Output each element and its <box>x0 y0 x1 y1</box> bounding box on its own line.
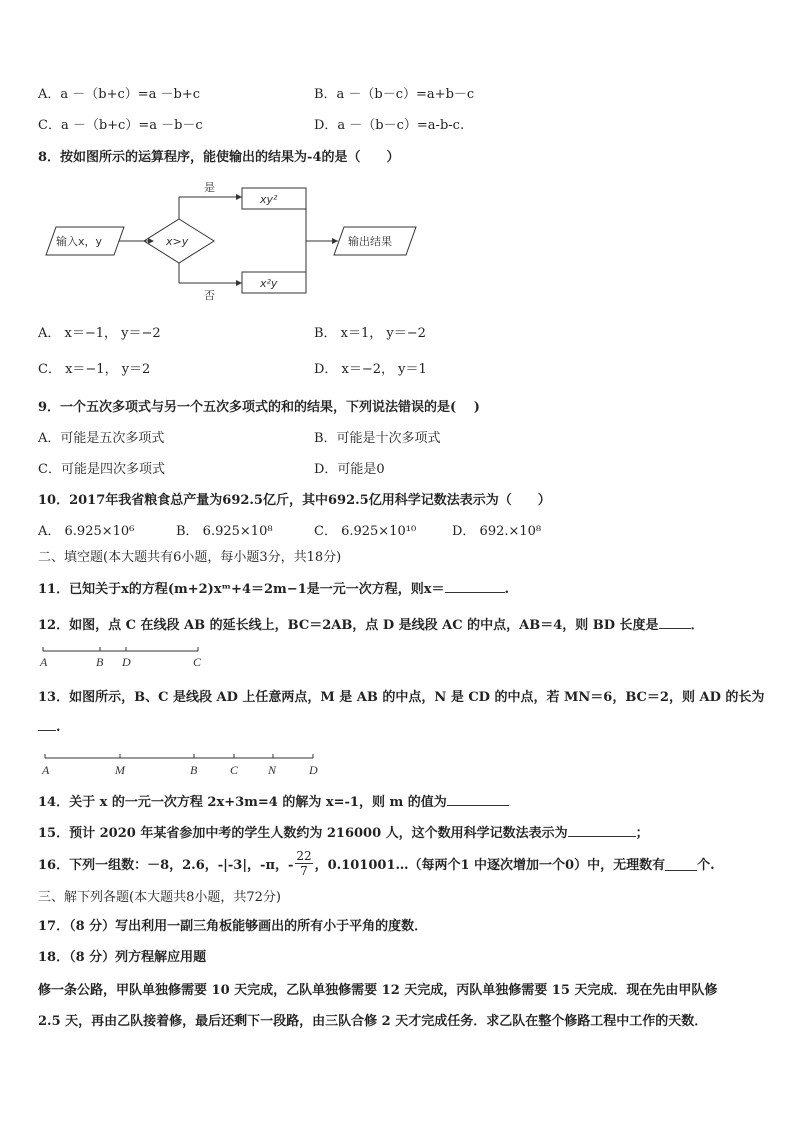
q7-option-d: D．a －（b－c）=a-b-c. <box>314 118 465 133</box>
q11-stem: 11．已知关于x的方程(m+2)xᵐ+4＝2m−1是一元一次方程，则x＝ <box>38 582 445 597</box>
q8-option-c: C． x＝−1， y＝2 <box>38 362 151 377</box>
q15-stem: 15．预计 2020 年某省参加中考的学生人数约为 216000 人，这个数用科学记数法表示为 <box>38 826 568 841</box>
q12-answer-blank[interactable] <box>659 628 691 629</box>
q9-option-c: C．可能是四次多项式 <box>38 462 165 477</box>
q13-segment-figure <box>38 750 338 780</box>
q13-point-n: N <box>268 763 277 777</box>
q13-answer-blank[interactable] <box>38 730 56 731</box>
q12-point-b: B <box>96 655 104 669</box>
flowchart-no-box-label: x²y <box>260 277 278 290</box>
q12-period: ． <box>690 618 704 633</box>
q10-option-c: C． 6.925×10¹⁰ <box>314 524 417 539</box>
q12-point-c: C <box>193 655 202 669</box>
q18-line2: 2.5 天，再由乙队接着修，最后还剩下一段路，由三队合修 2 天才完成任务．求乙队在整个修路工程中工作的天数． <box>38 1014 708 1029</box>
q8-option-b: B． x＝1， y＝−2 <box>314 326 426 341</box>
section-3-heading: 三、解下列各题(本大题共8小题，共72分) <box>38 890 281 905</box>
flowchart-condition-label: x>y <box>166 235 189 248</box>
q12-point-a: A <box>40 655 48 669</box>
q15-semicolon: ； <box>635 826 649 841</box>
q10-option-b: B． 6.925×10⁸ <box>176 524 273 539</box>
q11-answer-blank[interactable] <box>445 592 505 593</box>
q9-option-b: B．可能是十次多项式 <box>314 431 441 446</box>
q15-answer-blank[interactable] <box>568 836 636 837</box>
q11-text <box>38 578 509 597</box>
q13-text: 13．如图所示，B、C 是线段 AD 上任意两点，M 是 AB 的中点，N 是 CD 的中点，若 MN＝6，BC＝2，则 AD 的长为 <box>38 690 765 705</box>
q10-option-a: A． 6.925×10⁶ <box>38 524 135 539</box>
section-2-heading: 二、填空题(本大题共有6小题，每小题3分，共18分) <box>38 550 342 565</box>
q12-point-d: D <box>122 655 131 669</box>
q12-segment-figure <box>38 643 218 673</box>
q16-answer-blank[interactable] <box>665 856 697 871</box>
q9-stem: 9．一个五次多项式与另一个五次多项式的和的结果，下列说法错误的是( ) <box>38 400 480 415</box>
flowchart-yes-label: 是 <box>204 181 215 194</box>
q9-option-d: D．可能是0 <box>314 462 385 477</box>
q18-line1: 修一条公路，甲队单独修需要 10 天完成，乙队单独修需要 12 天完成，丙队单独修需要 15 天完成．现在先由甲队修 <box>38 983 718 998</box>
q8-flowchart <box>38 175 428 305</box>
q13-period: . <box>56 720 61 735</box>
q16-stem: 16．下列一组数：－8，2.6，-|-3|，-π，- <box>38 858 294 873</box>
q13-line2 <box>38 720 61 735</box>
q7-option-a: A．a －（b+c）=a －b+c <box>38 87 201 102</box>
q8-stem: 8．按如图所示的运算程序，能使输出的结果为-4的是（ ） <box>38 150 400 165</box>
q10-option-d: D． 692.×10⁸ <box>452 524 542 539</box>
q13-point-m: M <box>115 763 125 777</box>
q16-stem-rest: ，0.101001…（每两个1 中逐次增加一个0）中，无理数有 <box>314 858 666 873</box>
q13-point-a: A <box>42 763 50 777</box>
q18-title: 18．（8 分）列方程解应用题 <box>38 950 207 965</box>
q15-text <box>38 822 649 841</box>
flowchart-no-label: 否 <box>204 289 215 302</box>
q7-option-c: C．a －（b+c）=a －b－c <box>38 118 203 133</box>
q13-point-d: D <box>309 763 318 777</box>
q9-option-a: A．可能是五次多项式 <box>38 431 165 446</box>
q8-option-d: D． x＝−2， y＝1 <box>314 362 427 377</box>
q11-period: . <box>504 582 510 597</box>
flowchart-input-label: 输入x，y <box>56 235 103 248</box>
q16-fraction <box>295 849 312 878</box>
q16-fraction-numerator: 22 <box>296 849 312 863</box>
flowchart-yes-box-label: xy² <box>260 193 278 206</box>
q8-option-a: A． x＝−1， y＝−2 <box>38 326 161 341</box>
q14-stem: 14．关于 x 的一元一次方程 2x+3m=4 的解为 x=-1，则 m 的值为 <box>38 795 447 810</box>
q16-fraction-denominator: 7 <box>300 864 308 878</box>
q13-point-b: B <box>190 763 198 777</box>
q7-option-b: B．a －（b－c）=a+b－c <box>314 87 475 102</box>
flowchart-output-label: 输出结果 <box>348 235 392 248</box>
q10-stem: 10．2017年我省粮食总产量为692.5亿斤，其中692.5亿用科学记数法表示为（ ） <box>38 493 551 508</box>
q16-text <box>38 849 715 878</box>
q12-text <box>38 614 704 633</box>
q16-tail: 个. <box>697 858 715 873</box>
q14-text <box>38 791 509 810</box>
q17-text: 17．（8 分）写出利用一副三角板能够画出的所有小于平角的度数． <box>38 919 428 934</box>
q13-point-c: C <box>230 763 239 777</box>
q14-answer-blank[interactable] <box>447 805 509 806</box>
q12-stem: 12．如图，点 C 在线段 AB 的延长线上，BC＝2AB，点 D 是线段 AC 的中点，AB＝4，则 BD 长度是 <box>38 618 659 633</box>
